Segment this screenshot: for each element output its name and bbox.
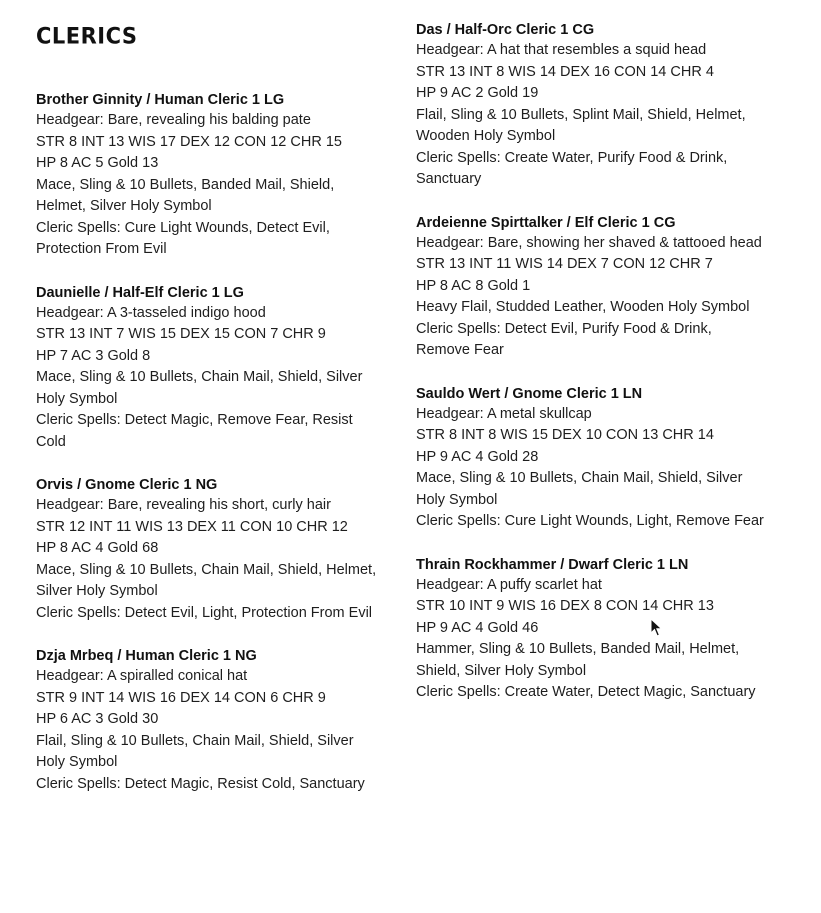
page-title: CLERICS bbox=[36, 23, 138, 49]
headgear-line: Headgear: Bare, revealing his short, curly hair bbox=[36, 497, 331, 513]
spells-line: Cleric Spells: Detect Evil, Light, Protection From Evil bbox=[36, 604, 373, 621]
equipment-line: Flail, Sling & 10 Bullets, Splint Mail, Shield, Helmet, Wooden Holy Symbol bbox=[416, 106, 746, 144]
vitals-line: HP 9 AC 4 Gold 28 bbox=[416, 448, 539, 465]
headgear-line: Headgear: Bare, showing her shaved & tattooed head bbox=[416, 234, 762, 251]
spells-line: Cleric Spells: Detect Evil, Purify Food & Drink, Remove Fear bbox=[416, 320, 712, 358]
headgear-line: Headgear: A 3-tasseled indigo hood bbox=[36, 304, 266, 321]
cleric-name: Brother Ginnity / Human Cleric 1 LG bbox=[36, 92, 285, 108]
stats-line: STR 8 INT 13 WIS 17 DEX 12 CON 12 CHR 15 bbox=[36, 133, 342, 150]
equipment-line: Flail, Sling & 10 Bullets, Chain Mail, Shield, Silver Holy Symbol bbox=[36, 732, 354, 770]
vitals-line: HP 9 AC 4 Gold 46 bbox=[416, 619, 539, 636]
cleric-name: Dzja Mrbeq / Human Cleric 1 NG bbox=[36, 648, 257, 664]
vitals-line: HP 8 AC 4 Gold 68 bbox=[36, 540, 159, 556]
left-column bbox=[36, 90, 386, 795]
stats-line: STR 10 INT 9 WIS 16 DEX 8 CON 14 CHR 13 bbox=[416, 598, 714, 614]
cleric-entry bbox=[36, 90, 386, 261]
spells-line: Cleric Spells: Cure Light Wounds, Light, Remove Fear bbox=[416, 513, 764, 529]
equipment-line: Heavy Flail, Studded Leather, Wooden Holy Symbol bbox=[416, 299, 750, 315]
equipment-line: Mace, Sling & 10 Bullets, Chain Mail, Shield, Helmet, Silver Holy Symbol bbox=[36, 561, 377, 599]
cleric-name: Das / Half-Orc Cleric 1 CG bbox=[416, 22, 595, 38]
stats-line: STR 13 INT 11 WIS 14 DEX 7 CON 12 CHR 7 bbox=[416, 256, 713, 272]
cleric-entry bbox=[36, 475, 386, 624]
stats-line: STR 13 INT 7 WIS 15 DEX 15 CON 7 CHR 9 bbox=[36, 326, 326, 342]
headgear-line: Headgear: A metal skullcap bbox=[416, 405, 592, 422]
mouse-pointer-icon bbox=[650, 618, 664, 638]
equipment-line: Mace, Sling & 10 Bullets, Chain Mail, Shield, Silver Holy Symbol bbox=[36, 369, 363, 407]
vitals-line: HP 6 AC 3 Gold 30 bbox=[36, 711, 159, 727]
stats-line: STR 12 INT 11 WIS 13 DEX 11 CON 10 CHR 12 bbox=[36, 518, 348, 535]
stats-line: STR 13 INT 8 WIS 14 DEX 16 CON 14 CHR 4 bbox=[416, 63, 714, 80]
cleric-name: Sauldo Wert / Gnome Cleric 1 LN bbox=[416, 385, 643, 402]
cleric-name: Daunielle / Half-Elf Cleric 1 LG bbox=[36, 284, 244, 301]
cleric-entry bbox=[36, 283, 386, 454]
headgear-line: Headgear: A puffy scarlet hat bbox=[416, 576, 602, 593]
cleric-name: Ardeienne Spirttalker / Elf Cleric 1 CG bbox=[416, 214, 676, 231]
headgear-line: Headgear: A spiralled conical hat bbox=[36, 668, 248, 684]
vitals-line: HP 9 AC 2 Gold 19 bbox=[416, 85, 539, 101]
spells-line: Cleric Spells: Cure Light Wounds, Detect Evil, Protection From Evil bbox=[36, 219, 330, 257]
headgear-line: Headgear: Bare, revealing his balding pate bbox=[36, 112, 311, 128]
cleric-name: Orvis / Gnome Cleric 1 NG bbox=[36, 477, 218, 493]
right-column bbox=[416, 20, 766, 704]
headgear-line: Headgear: A hat that resembles a squid head bbox=[416, 42, 707, 58]
cleric-entry bbox=[416, 384, 766, 533]
stats-line: STR 8 INT 8 WIS 15 DEX 10 CON 13 CHR 14 bbox=[416, 427, 714, 443]
cleric-entry bbox=[36, 646, 386, 795]
cleric-entry bbox=[416, 213, 766, 362]
vitals-line: HP 8 AC 5 Gold 13 bbox=[36, 155, 159, 171]
cleric-entry bbox=[416, 20, 766, 191]
spells-line: Cleric Spells: Detect Magic, Remove Fear, Resist Cold bbox=[36, 412, 353, 450]
spells-line: Cleric Spells: Create Water, Purify Food & Drink, Sanctuary bbox=[416, 149, 728, 187]
cleric-name: Thrain Rockhammer / Dwarf Cleric 1 LN bbox=[416, 556, 689, 573]
stats-line: STR 9 INT 14 WIS 16 DEX 14 CON 6 CHR 9 bbox=[36, 689, 326, 706]
equipment-line: Mace, Sling & 10 Bullets, Chain Mail, Shield, Silver Holy Symbol bbox=[416, 470, 743, 508]
spells-line: Cleric Spells: Detect Magic, Resist Cold, Sanctuary bbox=[36, 775, 365, 792]
spells-line: Cleric Spells: Create Water, Detect Magic, Sanctuary bbox=[416, 684, 756, 700]
equipment-line: Mace, Sling & 10 Bullets, Banded Mail, Shield, Helmet, Silver Holy Symbol bbox=[36, 176, 335, 214]
vitals-line: HP 8 AC 8 Gold 1 bbox=[416, 277, 531, 294]
equipment-line: Hammer, Sling & 10 Bullets, Banded Mail, Helmet, Shield, Silver Holy Symbol bbox=[416, 641, 740, 679]
cleric-entry bbox=[416, 555, 766, 704]
vitals-line: HP 7 AC 3 Gold 8 bbox=[36, 347, 151, 364]
